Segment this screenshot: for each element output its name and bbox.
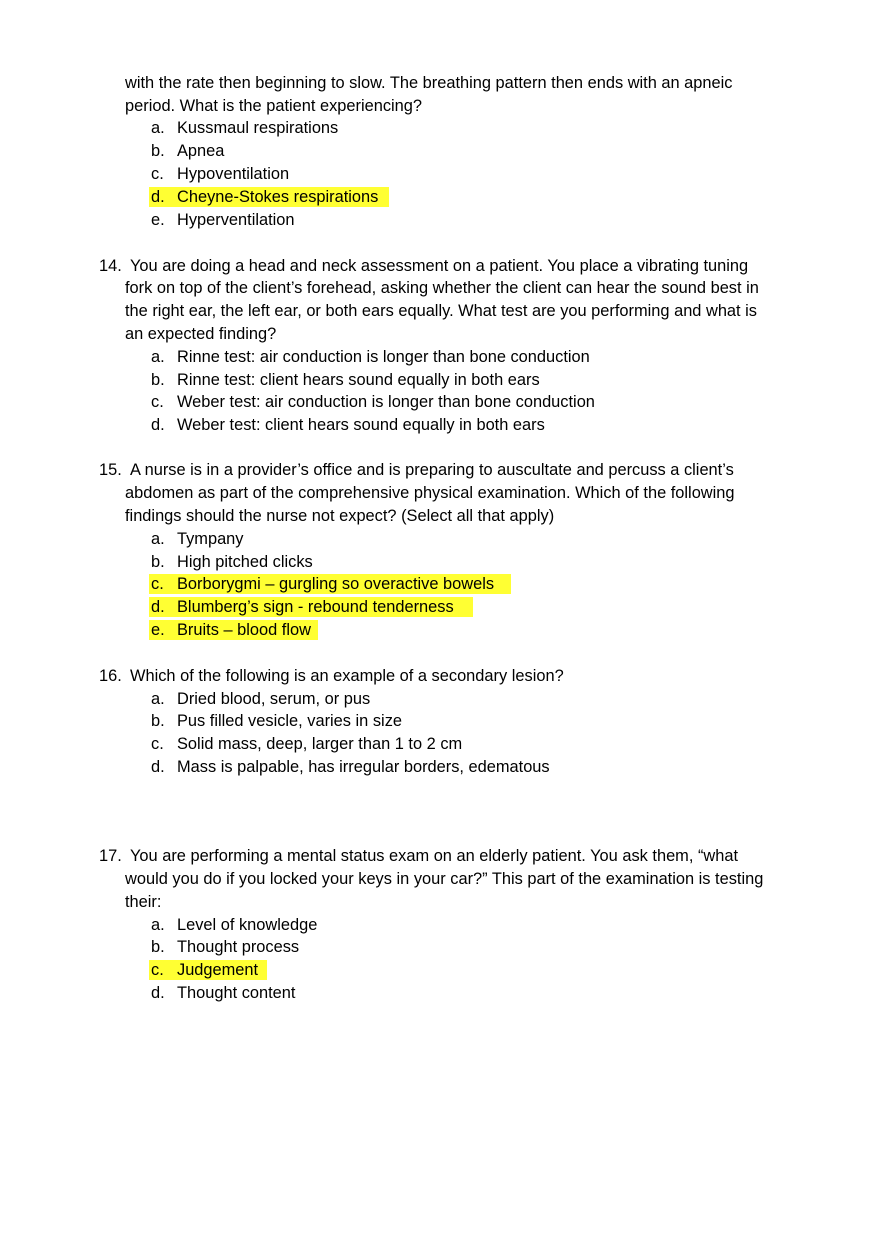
option-letter: d.	[151, 416, 165, 434]
option-text: Apnea	[177, 142, 225, 160]
option-text-highlighted: Bruits – blood flow	[177, 621, 311, 639]
option-letter: a.	[151, 690, 165, 708]
question-16-stem-line: Which of the following is an example of a secondary lesion?	[130, 667, 564, 685]
option-letter: a.	[151, 530, 165, 548]
option-text: Solid mass, deep, larger than 1 to 2 cm	[177, 735, 463, 753]
option-letter: c.	[151, 393, 164, 411]
question-14-stem-line: the right ear, the left ear, or both ears equally. What test are you performing and what is	[125, 302, 757, 320]
option-letter: b.	[151, 553, 165, 571]
option-letter: c.	[151, 735, 164, 753]
option-text: Level of knowledge	[177, 916, 318, 934]
question-number: 17.	[99, 847, 122, 865]
question-13-stem-line: with the rate then beginning to slow. The breathing pattern then ends with an apneic	[125, 74, 733, 92]
question-15-stem-line: A nurse is in a provider’s office and is preparing to auscultate and percuss a client’s	[130, 461, 734, 479]
option-text-highlighted: Cheyne-Stokes respirations	[177, 188, 379, 206]
option-text: Thought process	[177, 938, 300, 956]
option-letter: a.	[151, 348, 165, 366]
option-text: High pitched clicks	[177, 553, 313, 571]
option-text: Kussmaul respirations	[177, 119, 339, 137]
question-17-stem-line: their:	[125, 893, 162, 911]
option-text: Rinne test: air conduction is longer than bone conduction	[177, 348, 590, 366]
option-letter-highlighted: d.	[151, 598, 165, 616]
option-text: Thought content	[177, 984, 296, 1002]
option-text-highlighted: Borborygmi – gurgling so overactive bowels	[177, 575, 495, 593]
option-text: Hyperventilation	[177, 211, 295, 229]
option-letter: a.	[151, 916, 165, 934]
option-text-highlighted: Blumberg’s sign - rebound tenderness	[177, 598, 454, 616]
question-number: 14.	[99, 257, 122, 275]
option-text-highlighted: Judgement	[177, 961, 259, 979]
option-text: Weber test: client hears sound equally in both ears	[177, 416, 545, 434]
option-letter: b.	[151, 371, 165, 389]
option-letter-highlighted: c.	[151, 575, 164, 593]
option-text: Mass is palpable, has irregular borders, edematous	[177, 758, 550, 776]
question-14-stem-line: You are doing a head and neck assessment on a patient. You place a vibrating tuning	[130, 257, 749, 275]
option-letter-highlighted: d.	[151, 188, 165, 206]
question-14-stem-line: fork on top of the client’s forehead, asking whether the client can hear the sound best in	[125, 279, 759, 297]
option-text: Pus filled vesicle, varies in size	[177, 712, 403, 730]
option-text: Rinne test: client hears sound equally in both ears	[177, 371, 540, 389]
question-15-stem-line: findings should the nurse not expect? (Select all that apply)	[125, 507, 555, 525]
question-15-stem-line: abdomen as part of the comprehensive physical examination. Which of the following	[125, 484, 735, 502]
option-letter: a.	[151, 119, 165, 137]
option-letter: e.	[151, 211, 165, 229]
question-17-stem-line: would you do if you locked your keys in your car?” This part of the examination is testing	[125, 870, 764, 888]
option-letter-highlighted: e.	[151, 621, 165, 639]
question-number: 15.	[99, 461, 122, 479]
option-letter: d.	[151, 984, 165, 1002]
question-number: 16.	[99, 667, 122, 685]
option-letter-highlighted: c.	[151, 961, 164, 979]
question-17-stem-line: You are performing a mental status exam on an elderly patient. You ask them, “what	[130, 847, 739, 865]
option-text: Weber test: air conduction is longer than bone conduction	[177, 393, 595, 411]
option-letter: c.	[151, 165, 164, 183]
option-text: Tympany	[177, 530, 244, 548]
question-13-stem-line: period. What is the patient experiencing?	[125, 97, 423, 115]
question-14-stem-line: an expected finding?	[125, 325, 277, 343]
option-text: Hypoventilation	[177, 165, 290, 183]
option-letter: d.	[151, 758, 165, 776]
option-letter: b.	[151, 142, 165, 160]
option-text: Dried blood, serum, or pus	[177, 690, 371, 708]
option-letter: b.	[151, 712, 165, 730]
option-letter: b.	[151, 938, 165, 956]
